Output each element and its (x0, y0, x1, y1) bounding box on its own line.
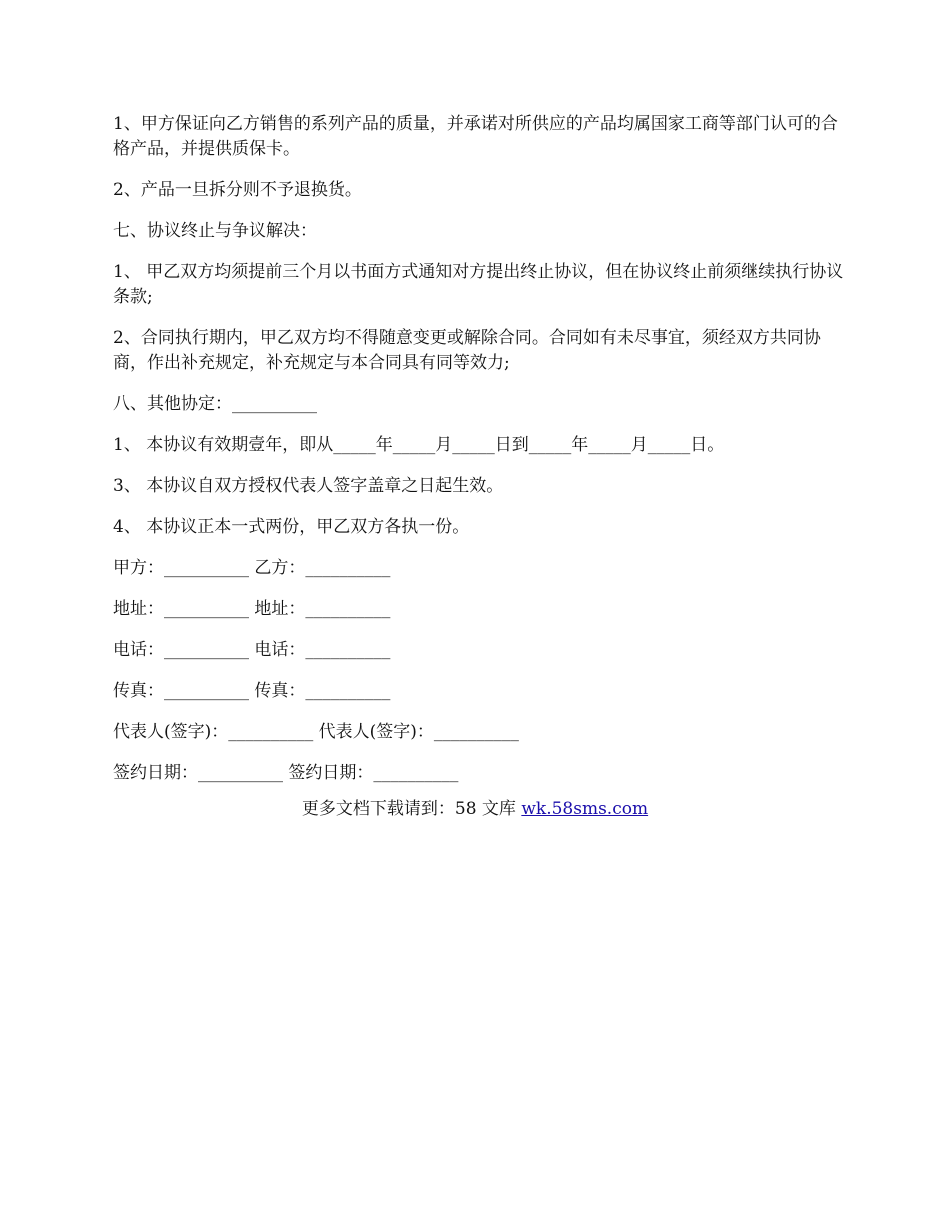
signature-party-line: 甲方：__________ 乙方：__________ (113, 558, 391, 578)
clause-no-return: 2、产品一旦拆分则不予退换货。 (113, 180, 362, 200)
clause-termination-notice: 1、 甲乙双方均须提前三个月以书面方式通知对方提出终止协议，但在协议终止前须继续执行协议条款; (113, 262, 844, 307)
signature-address-line: 地址：__________ 地址：__________ (113, 599, 391, 619)
signature-fax-line: 传真：__________ 传真：__________ (113, 681, 391, 701)
clause-validity-period: 1、 本协议有效期壹年，即从_____年_____月_____日到_____年_____月_____日。 (113, 435, 725, 455)
footer-text: 更多文档下载请到：58 文库 (301, 799, 522, 819)
clause-effective-date: 3、 本协议自双方授权代表人签字盖章之日起生效。 (113, 476, 504, 496)
clause-quality-guarantee: 1、甲方保证向乙方销售的系列产品的质量，并承诺对所供应的产品均属国家工商等部门认可的合格产品，并提供质保卡。 (113, 114, 838, 159)
signature-date-line: 签约日期：__________ 签约日期：__________ (113, 763, 459, 783)
section-heading-termination: 七、协议终止与争议解决： (113, 221, 317, 241)
document-body (113, 112, 848, 802)
footer-link[interactable]: wk.58sms.com (521, 799, 649, 819)
signature-phone-line: 电话：__________ 电话：__________ (113, 640, 391, 660)
clause-contract-changes: 2、合同执行期内，甲乙双方均不得随意变更或解除合同。合同如有未尽事宜，须经双方共同协商，作出补充规定，补充规定与本合同具有同等效力; (113, 328, 821, 373)
footer (0, 797, 950, 822)
clause-copies: 4、 本协议正本一式两份，甲乙双方各执一份。 (113, 517, 470, 537)
section-heading-other: 八、其他协定：__________ (113, 394, 317, 414)
signature-representative-line: 代表人(签字)：__________ 代表人(签字)：__________ (113, 722, 519, 742)
